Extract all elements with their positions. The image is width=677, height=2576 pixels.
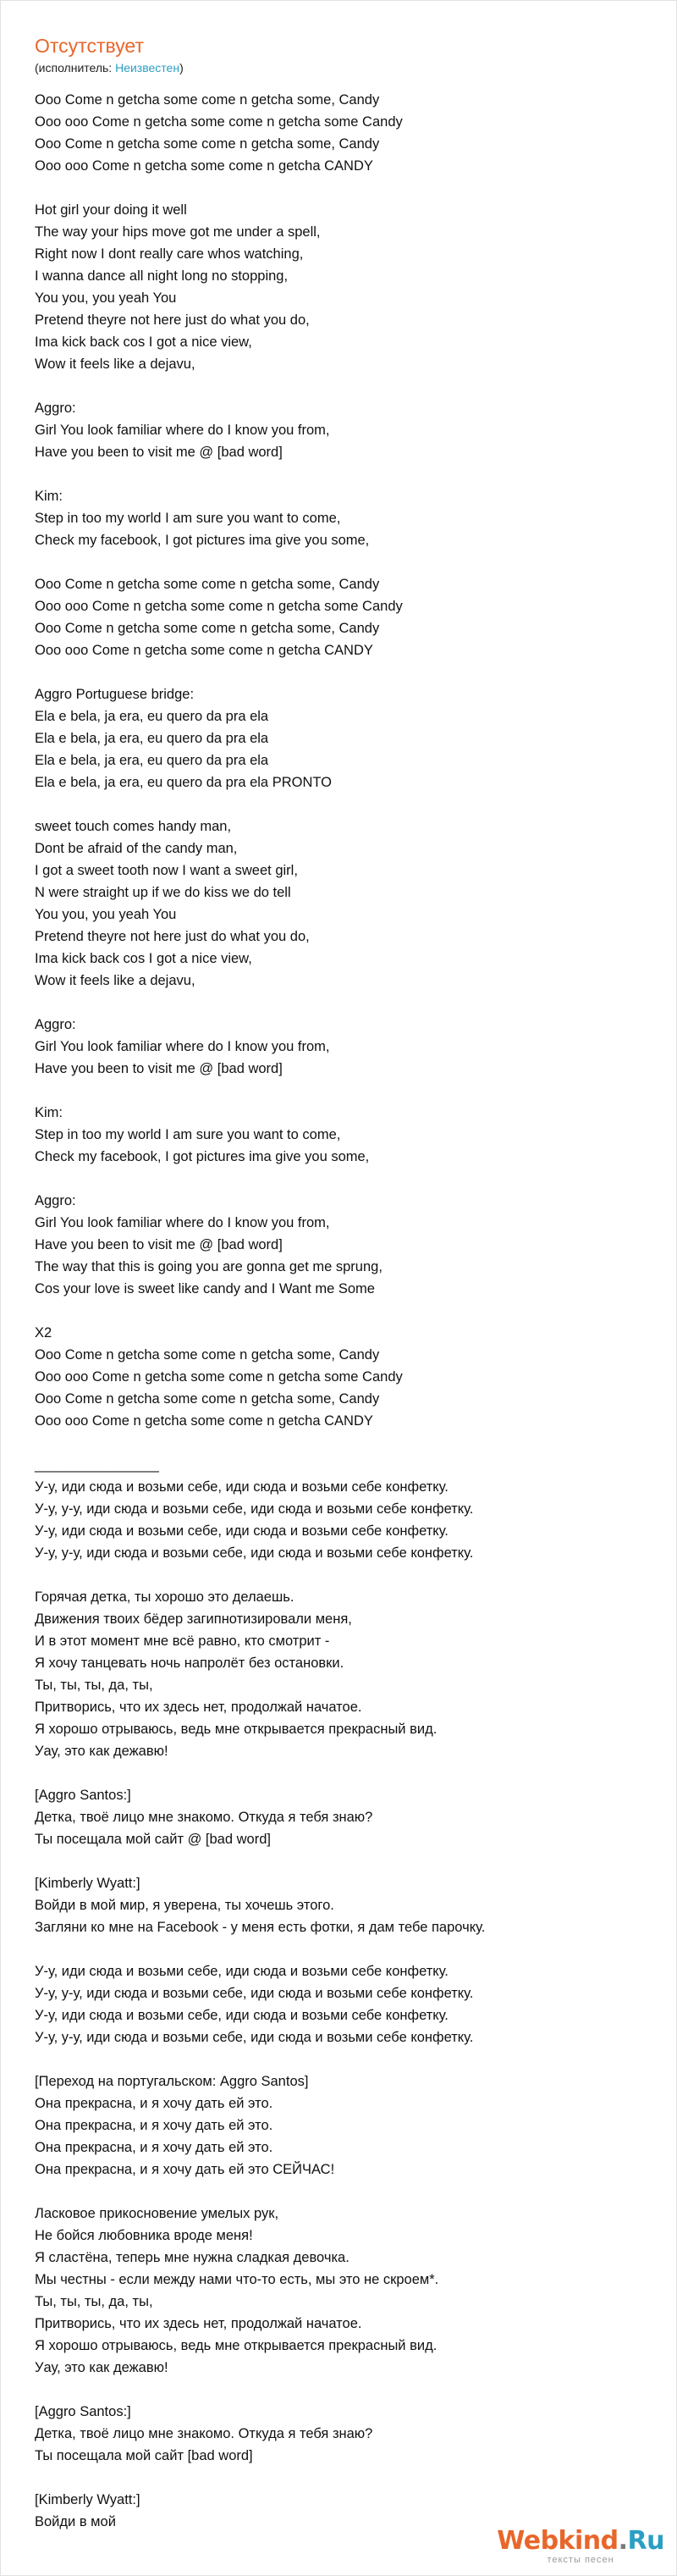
lyric-line: Girl You look familiar where do I know you from, <box>35 1215 330 1230</box>
lyric-line: Kim: <box>35 1105 63 1120</box>
lyric-line: Уау, это как дежавю! <box>35 2360 168 2375</box>
lyrics-stanza <box>35 1586 659 1762</box>
song-header <box>35 33 659 75</box>
lyric-line: Ooo ooo Come n getcha some come n getcha CANDY <box>35 158 373 174</box>
artist-prefix: (исполнитель: <box>35 61 116 75</box>
lyrics-stanza <box>35 1872 659 1938</box>
lyric-line: Движения твоих бёдер загипнотизировали меня, <box>35 1611 352 1627</box>
lyrics-stanza <box>35 1322 659 1432</box>
lyric-line: Войди в мой <box>35 2514 116 2529</box>
lyric-line: N were straight up if we do kiss we do tell <box>35 885 291 900</box>
lyrics-stanza <box>35 2203 659 2379</box>
lyric-line: Ela e bela, ja era, eu quero da pra ela <box>35 753 269 768</box>
lyric-line: У-у, у-у, иди сюда и возьми себе, иди сюда и возьми себе конфетку. <box>35 1986 474 2001</box>
lyrics-stanza <box>35 1014 659 1080</box>
artist-line <box>35 60 659 75</box>
artist-suffix: ) <box>179 61 184 75</box>
lyric-line: You you, you yeah You <box>35 907 177 922</box>
lyric-line: Ooo Come n getcha some come n getcha some, Candy <box>35 621 380 636</box>
lyric-line: У-у, иди сюда и возьми себе, иди сюда и возьми себе конфетку. <box>35 2008 449 2023</box>
lyric-line: Ooo ooo Come n getcha some come n getcha CANDY <box>35 1413 373 1429</box>
lyric-line: Hot girl your doing it well <box>35 202 187 218</box>
lyric-line: Ты посещала мой сайт @ [bad word] <box>35 1832 271 1847</box>
lyric-line: Ласковое прикосновение умелых рук, <box>35 2206 279 2221</box>
lyric-line: Загляни ко мне на Facebook - у меня есть фотки, я дам тебе парочку. <box>35 1920 486 1935</box>
lyric-line: Aggro: <box>35 1193 76 1208</box>
translation-divider: ________________ <box>35 1457 159 1473</box>
lyric-line: Ooo Come n getcha some come n getcha some, Candy <box>35 136 380 152</box>
lyric-line: Dont be afraid of the candy man, <box>35 841 238 856</box>
lyric-line: Check my facebook, I got pictures ima give you some, <box>35 533 370 548</box>
lyric-line: Wow it feels like a dejavu, <box>35 357 195 372</box>
lyric-line: Ooo ooo Come n getcha some come n getcha some Candy <box>35 599 403 614</box>
lyric-line: Ooo ooo Come n getcha some come n getcha CANDY <box>35 643 373 658</box>
artist-link[interactable]: Неизвестен <box>115 61 180 75</box>
lyric-line: Ты, ты, ты, да, ты, <box>35 1678 153 1693</box>
lyrics-body <box>35 89 659 2555</box>
lyrics-stanza <box>35 683 659 793</box>
lyric-line: Aggro: <box>35 1017 76 1032</box>
lyric-line: I wanna dance all night long no stopping, <box>35 268 289 284</box>
lyric-line: [Kimberly Wyatt:] <box>35 2492 140 2507</box>
lyric-line: Я хорошо отрываюсь, ведь мне открывается прекрасный вид. <box>35 2338 438 2353</box>
lyric-line: Cos your love is sweet like candy and I Want me Some <box>35 1281 375 1296</box>
lyric-line: Я хочу танцевать ночь напролёт без остановки. <box>35 1656 344 1671</box>
lyric-line: Детка, твоё лицо мне знакомо. Откуда я тебя знаю? <box>35 2426 373 2441</box>
lyric-line: Girl You look familiar where do I know you from, <box>35 423 330 438</box>
lyric-line: Горячая детка, ты хорошо это делаешь. <box>35 1589 294 1605</box>
lyrics-stanza <box>35 199 659 375</box>
lyrics-stanza <box>35 815 659 992</box>
lyric-line: Притворись, что их здесь нет, продолжай начатое. <box>35 1700 362 1715</box>
lyric-line: Girl You look familiar where do I know you from, <box>35 1039 330 1054</box>
lyrics-stanza <box>35 1784 659 1850</box>
lyric-line: Have you been to visit me @ [bad word] <box>35 1237 283 1252</box>
lyric-line: You you, you yeah You <box>35 290 177 306</box>
lyric-line: [Переход на португальском: Aggro Santos] <box>35 2074 309 2089</box>
lyric-line: Она прекрасна, и я хочу дать ей это СЕЙЧАС! <box>35 2162 335 2177</box>
lyric-line: Check my facebook, I got pictures ima give you some, <box>35 1149 370 1164</box>
lyric-line: Aggro: <box>35 401 76 416</box>
lyric-line: Step in too my world I am sure you want to come, <box>35 1127 341 1142</box>
lyric-line: Она прекрасна, и я хочу дать ей это. <box>35 2140 273 2155</box>
lyrics-stanza <box>35 2401 659 2467</box>
lyric-line: У-у, иди сюда и возьми себе, иди сюда и возьми себе конфетку. <box>35 1479 449 1495</box>
lyric-line: Притворись, что их здесь нет, продолжай начатое. <box>35 2316 362 2331</box>
lyric-line: Ooo Come n getcha some come n getcha some, Candy <box>35 1391 380 1407</box>
lyric-line: Ooo ooo Come n getcha some come n getcha some Candy <box>35 114 403 130</box>
lyric-line: Pretend theyre not here just do what you do, <box>35 312 310 328</box>
lyric-line: Детка, твоё лицо мне знакомо. Откуда я тебя знаю? <box>35 1810 373 1825</box>
lyric-line: У-у, иди сюда и возьми себе, иди сюда и возьми себе конфетку. <box>35 1964 449 1979</box>
lyric-line: Ooo Come n getcha some come n getcha some, Candy <box>35 92 380 108</box>
lyrics-stanza <box>35 485 659 551</box>
lyric-line: Ooo Come n getcha some come n getcha some, Candy <box>35 1347 380 1363</box>
lyrics-stanza <box>35 1190 659 1300</box>
lyric-line: X2 <box>35 1325 52 1341</box>
site-logo-text: Webkind.Ru <box>497 2526 664 2556</box>
lyrics-stanza <box>35 397 659 463</box>
lyric-line: The way your hips move got me under a spell, <box>35 224 321 240</box>
lyric-line: У-у, у-у, иди сюда и возьми себе, иди сюда и возьми себе конфетку. <box>35 1501 474 1517</box>
lyric-line: [Kimberly Wyatt:] <box>35 1876 140 1891</box>
lyric-line: Я сластёна, теперь мне нужна сладкая девочка. <box>35 2250 350 2265</box>
lyrics-stanza <box>35 573 659 661</box>
lyrics-stanza <box>35 1476 659 1564</box>
lyric-line: Ela e bela, ja era, eu quero da pra ela PRONTO <box>35 775 332 790</box>
lyric-line: У-у, у-у, иди сюда и возьми себе, иди сюда и возьми себе конфетку. <box>35 1545 474 1561</box>
lyric-line: Ima kick back cos I got a nice view, <box>35 951 252 966</box>
lyric-line: У-у, иди сюда и возьми себе, иди сюда и возьми себе конфетку. <box>35 1523 449 1539</box>
lyric-line: Aggro Portuguese bridge: <box>35 687 195 702</box>
lyric-line: Ты, ты, ты, да, ты, <box>35 2294 153 2309</box>
lyric-line: [Aggro Santos:] <box>35 1788 131 1803</box>
lyric-line: Pretend theyre not here just do what you do, <box>35 929 310 944</box>
lyrics-stanza <box>35 89 659 177</box>
lyric-line: Ela e bela, ja era, eu quero da pra ela <box>35 731 269 746</box>
lyric-line: Have you been to visit me @ [bad word] <box>35 1061 283 1076</box>
lyric-line: Ima kick back cos I got a nice view, <box>35 334 252 350</box>
lyric-line: Wow it feels like a dejavu, <box>35 973 195 988</box>
lyric-line: Step in too my world I am sure you want to come, <box>35 511 341 526</box>
lyric-line: [Aggro Santos:] <box>35 2404 131 2419</box>
lyric-line: Не бойся любовника вроде меня! <box>35 2228 253 2243</box>
lyric-line: Ooo ooo Come n getcha some come n getcha some Candy <box>35 1369 403 1385</box>
song-title: Отсутствует <box>35 35 144 57</box>
lyric-line: Ты посещала мой сайт [bad word] <box>35 2448 253 2463</box>
lyric-line: Ela e bela, ja era, eu quero da pra ela <box>35 709 269 724</box>
lyric-line: Войди в мой мир, я уверена, ты хочешь этого. <box>35 1898 334 1913</box>
lyric-line: Мы честны - если между нами что-то есть, мы это не скроем*. <box>35 2272 439 2287</box>
lyric-line: The way that this is going you are gonna get me sprung, <box>35 1259 383 1274</box>
lyrics-stanza <box>35 1102 659 1168</box>
site-logo[interactable] <box>497 2528 664 2565</box>
lyric-line: sweet touch comes handy man, <box>35 819 232 834</box>
lyric-line: Она прекрасна, и я хочу дать ей это. <box>35 2118 273 2133</box>
site-logo-subtitle: тексты песен <box>547 2555 614 2565</box>
lyric-line: I got a sweet tooth now I want a sweet girl, <box>35 863 298 878</box>
lyric-line: Have you been to visit me @ [bad word] <box>35 445 283 460</box>
lyric-line: Ooo Come n getcha some come n getcha some, Candy <box>35 577 380 592</box>
lyrics-stanza <box>35 1960 659 2048</box>
lyric-line: У-у, у-у, иди сюда и возьми себе, иди сюда и возьми себе конфетку. <box>35 2030 474 2045</box>
lyric-line: Я хорошо отрываюсь, ведь мне открывается прекрасный вид. <box>35 1722 438 1737</box>
lyric-line: Она прекрасна, и я хочу дать ей это. <box>35 2096 273 2111</box>
lyric-line: Kim: <box>35 489 63 504</box>
lyric-line: Уау, это как дежавю! <box>35 1744 168 1759</box>
lyric-line: Right now I dont really care whos watching, <box>35 246 304 262</box>
lyrics-stanza <box>35 2070 659 2181</box>
lyric-line: И в этот момент мне всё равно, кто смотрит - <box>35 1633 330 1649</box>
